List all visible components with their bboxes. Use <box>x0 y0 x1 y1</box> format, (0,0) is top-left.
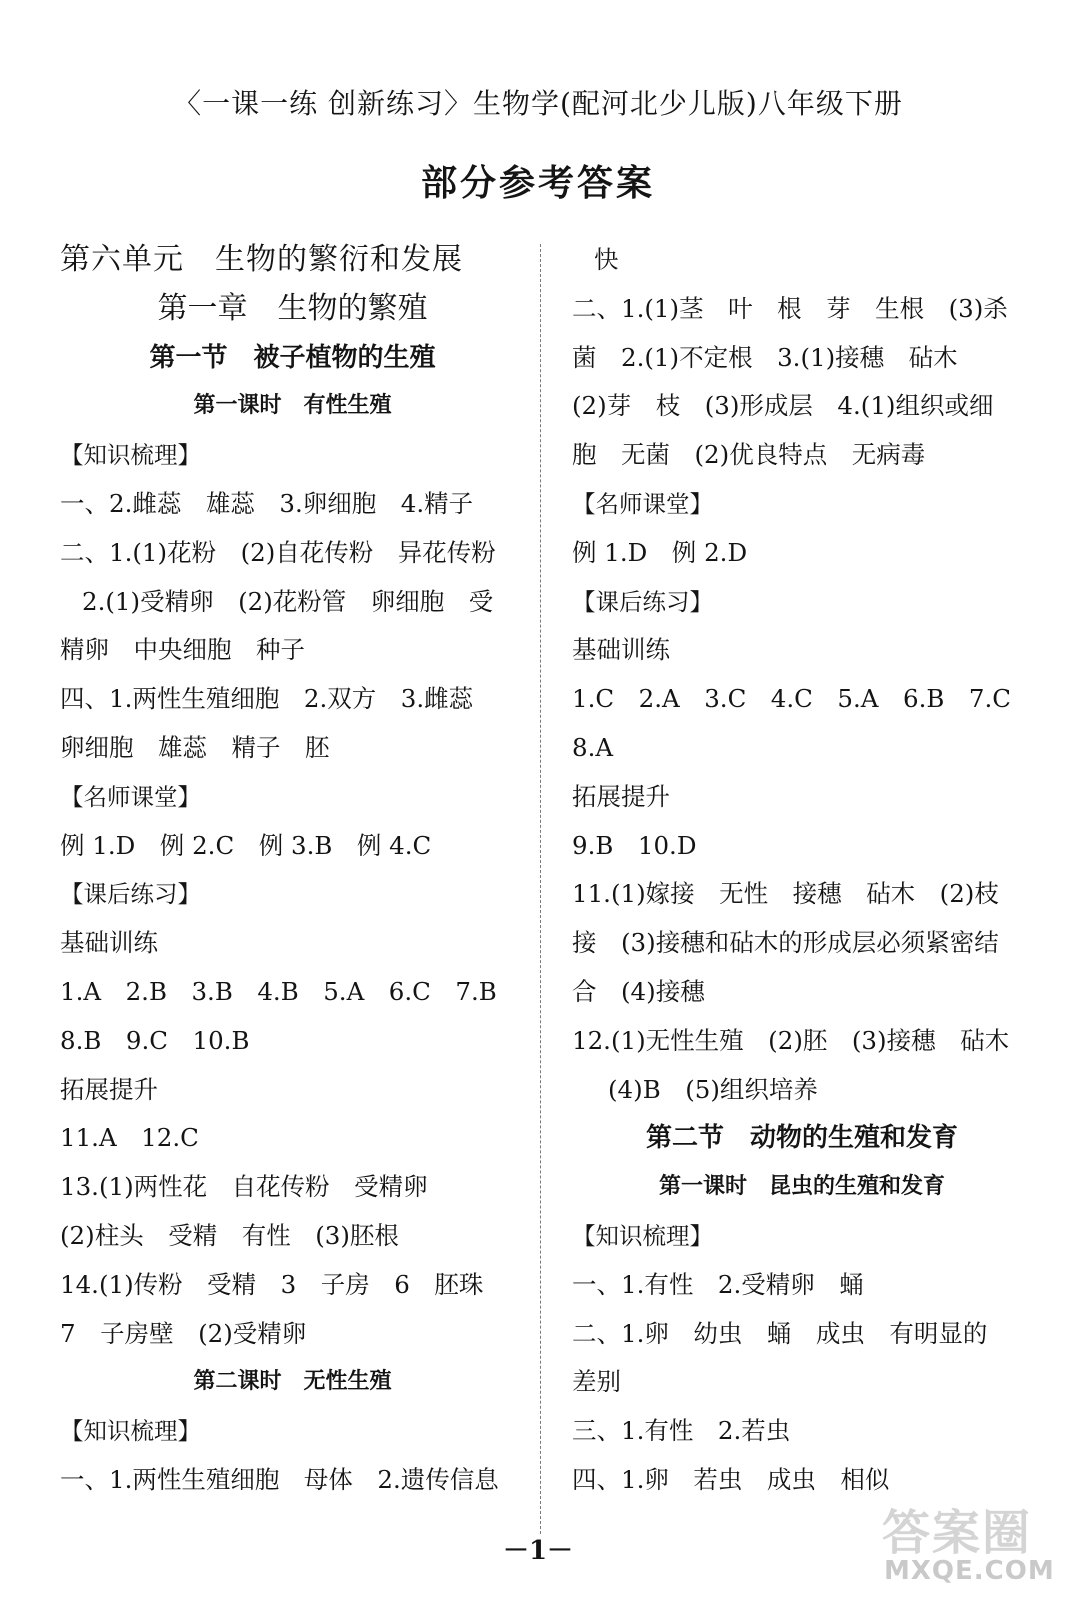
watermark-logo <box>878 1494 1058 1594</box>
bracket-heading: 【名师课堂】 <box>572 489 713 518</box>
answer-line: 菌 2.(1)不定根 3.(1)接穗 砧木 <box>572 342 958 372</box>
unit-heading: 第六单元 生物的繁衍和发展 <box>60 242 463 277</box>
answer-line: 快 <box>594 245 619 274</box>
answer-line: 接 (3)接穗和砧木的形成层必须紧密结 <box>572 928 999 958</box>
answer-line: 合 (4)接穗 <box>572 976 705 1006</box>
answer-line: 8.A <box>572 732 614 762</box>
answer-line: 一、1.两性生殖细胞 母体 2.遗传信息 <box>60 1464 499 1494</box>
book-title: 〈一课一练 创新练习〉生物学(配河北少儿版)八年级下册 <box>173 87 903 120</box>
answer-line: (4)B (5)组织培养 <box>608 1074 818 1104</box>
bracket-heading: 【知识梳理】 <box>60 441 201 470</box>
answer-line: 11.(1)嫁接 无性 接穗 砧木 (2)枝 <box>572 879 999 909</box>
answer-line: 9.B 10.D <box>572 830 697 860</box>
answer-line: 差别 <box>572 1367 621 1397</box>
answer-line: 基础训练 <box>572 635 670 665</box>
lesson-heading: 第一课时 昆虫的生殖和发育 <box>658 1174 945 1200</box>
lesson-heading: 第二课时 无性生殖 <box>193 1369 392 1395</box>
answer-line: 例 1.D 例 2.D <box>572 537 748 567</box>
answer-line: 一、2.雌蕊 雄蕊 3.卵细胞 4.精子 <box>60 488 474 518</box>
answer-line: 精卵 中央细胞 种子 <box>60 635 305 665</box>
right-column <box>572 236 1032 1505</box>
answer-line: 拓展提升 <box>60 1074 158 1104</box>
answer-line: 12.(1)无性生殖 (2)胚 (3)接穗 砧木 <box>572 1025 1010 1055</box>
answer-line: (2)柱头 受精 有性 (3)胚根 <box>60 1220 399 1250</box>
answer-line: 11.A 12.C <box>60 1123 199 1153</box>
answer-line: 三、1.有性 2.若虫 <box>572 1416 791 1446</box>
left-column <box>60 236 525 1505</box>
answer-line: 拓展提升 <box>572 781 670 811</box>
column-divider <box>540 244 541 1534</box>
answer-line: 二、1.(1)花粉 (2)自花传粉 异花传粉 <box>60 537 496 567</box>
answer-line: 胞 无菌 (2)优良特点 无病毒 <box>572 440 926 470</box>
answer-line: 二、1.(1)茎 叶 根 芽 生根 (3)杀 <box>572 293 1008 323</box>
answer-line: 1.A 2.B 3.B 4.B 5.A 6.C 7.B <box>60 976 497 1006</box>
watermark-bottom-text: MXQE.COM <box>884 1556 1055 1586</box>
answer-line: 8.B 9.C 10.B <box>60 1025 250 1055</box>
answer-line: 7 子房壁 (2)受精卵 <box>60 1318 307 1348</box>
answer-line: 13.(1)两性花 自花传粉 受精卵 <box>60 1172 428 1202</box>
answer-line: 1.C 2.A 3.C 4.C 5.A 6.B 7.C <box>572 684 1012 714</box>
section-heading: 第一节 被子植物的生殖 <box>149 342 436 373</box>
chapter-heading: 第一章 生物的繁殖 <box>157 290 428 326</box>
lesson-heading: 第一课时 有性生殖 <box>193 393 392 419</box>
answer-line: 2.(1)受精卵 (2)花粉管 卵细胞 受 <box>82 586 494 616</box>
answer-line: 二、1.卵 幼虫 蛹 成虫 有明显的 <box>572 1318 988 1348</box>
answer-line: (2)芽 枝 (3)形成层 4.(1)组织或细 <box>572 391 994 421</box>
watermark-top-text: 答案圈 <box>882 1505 1033 1561</box>
bracket-heading: 【知识梳理】 <box>572 1221 713 1250</box>
answer-line: 14.(1)传粉 受精 3 子房 6 胚珠 <box>60 1269 484 1299</box>
answer-line: 四、1.卵 若虫 成虫 相似 <box>572 1464 890 1494</box>
bracket-heading: 【课后练习】 <box>572 587 713 616</box>
section-heading: 第二节 动物的生殖和发育 <box>645 1123 958 1154</box>
bracket-heading: 【知识梳理】 <box>60 1417 201 1446</box>
answer-line: 四、1.两性生殖细胞 2.双方 3.雌蕊 <box>60 684 474 714</box>
answer-line: 基础训练 <box>60 928 158 958</box>
answer-line: 例 1.D 例 2.C 例 3.B 例 4.C <box>60 830 432 860</box>
bracket-heading: 【课后练习】 <box>60 880 201 909</box>
bracket-heading: 【名师课堂】 <box>60 782 201 811</box>
answers-title: 部分参考答案 <box>420 163 655 204</box>
answer-line: 卵细胞 雄蕊 精子 胚 <box>60 732 330 762</box>
page-number: －1－ <box>502 1536 574 1566</box>
answer-line: 一、1.有性 2.受精卵 蛹 <box>572 1269 864 1299</box>
